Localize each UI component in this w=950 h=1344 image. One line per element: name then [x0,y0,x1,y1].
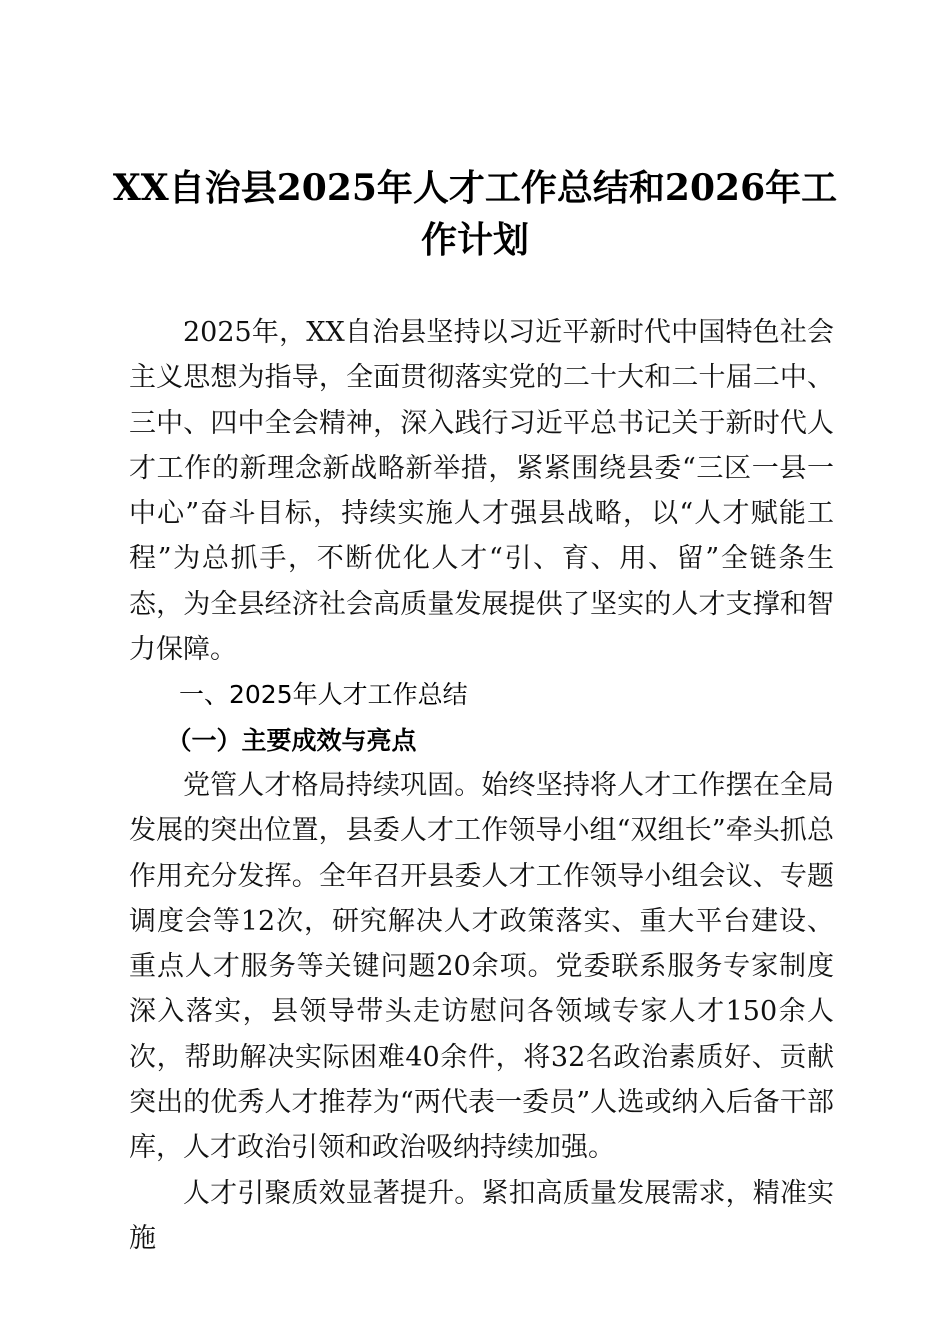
subsection-heading: （一）主要成效与亮点 [166,725,417,755]
body-paragraph: 人才引聚质效显著提升。紧扣高质量发展需求，精准实施 [129,1177,834,1254]
intro-paragraph: 2025年，XX自治县坚持以习近平新时代中国特色社会主义思想为指导，全面贯彻落实党的二十大和二十届二中、三中、四中全会精神，深入践行习近平总书记关于新时代人才工作的新理念新战略新举措，紧紧围绕县委“三区一县一中心”奋斗目标，持续实施人才强县战略，以“人才赋能工程”为总抓手，不断优化人才“引、育、用、留”全链条生态，为全县经济社会高质量发展提供了坚实的人才支撑和智力保障。 [129,317,834,666]
document-title: XX自治县2025年人才工作总结和2026年工作计划 [112,167,838,261]
body-paragraph: 党管人才格局持续巩固。始终坚持将人才工作摆在全局发展的突出位置，县委人才工作领导小组“双组长”牵头抓总作用充分发挥。全年召开县委人才工作领导小组会议、专题调度会等12次，研究解决人才政策落实、重大平台建设、重点人才服务等关键问题20余项。党委联系服务专家制度深入落实，县领导带头走访慰问各领域专家人才150余人次，帮助解决实际困难40余件，将32名政治素质好、贡献突出的优秀人才推荐为“两代表一委员”人选或纳入后备干部库，人才政治引领和政治吸纳持续加强。 [129,769,834,1164]
section-heading: 一、2025年人才工作总结 [179,680,468,710]
document-body [129,310,834,1261]
